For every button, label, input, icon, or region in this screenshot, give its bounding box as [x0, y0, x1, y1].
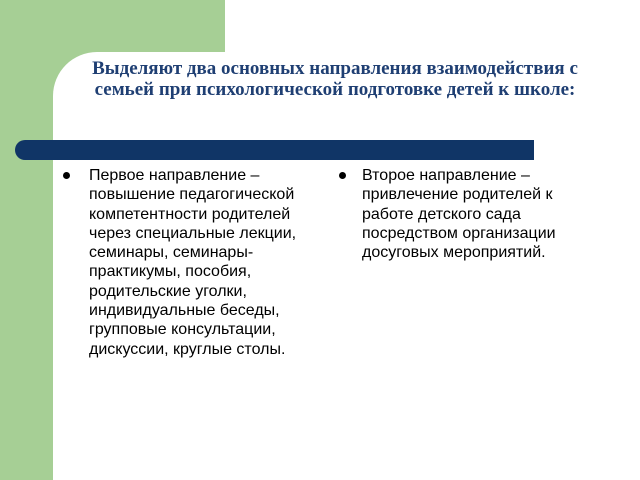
title-divider-bar — [15, 140, 534, 160]
decorative-green-strip — [0, 0, 53, 480]
bullet-item-first-direction: Первое направление – повышение педагогической компетентности родителей через специальные лекции, семинары, семинары-практикумы, пособия, родительские уголки, индивидуальные беседы, групповые консультации, дискуссии, круглые столы. — [89, 167, 297, 358]
slide-title: Выделяют два основных направления взаимодействия с семьей при психологической подготовке детей к школе: — [92, 58, 578, 100]
bullet-dot-icon — [339, 172, 346, 179]
bullet-dot-icon — [63, 172, 70, 179]
bullet-item-second-direction: Второе направление – привлечение родителей к работе детского сада посредством организации досуговых мероприятий. — [362, 167, 556, 262]
